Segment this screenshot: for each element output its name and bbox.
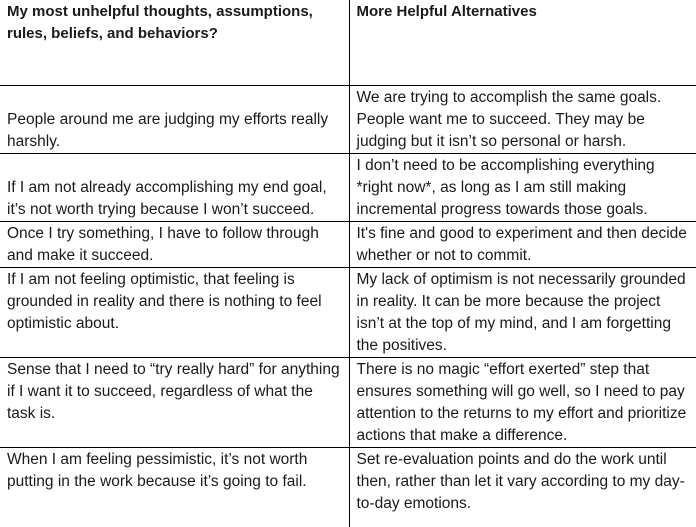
header-row — [0, 0, 696, 85]
helpful-alternative-cell: It's fine and good to experiment and then decide whether or not to commit. — [349, 221, 696, 267]
helpful-alternative-cell: We are trying to accomplish the same goals. People want me to succeed. They may be judging but it isn’t so personal or harsh. — [349, 85, 696, 153]
helpful-alternative-cell: Set re-evaluation points and do the work until then, rather than let it vary according to my day-to-day emotions. — [349, 447, 696, 527]
unhelpful-thought-cell: Sense that I need to “try really hard” for anything if I want it to succeed, regardless of what the task is. — [0, 357, 349, 447]
unhelpful-thought-cell: If I am not already accomplishing my end goal, it’s not worth trying because I won’t succeed. — [0, 153, 349, 221]
helpful-alternative-cell: My lack of optimism is not necessarily grounded in reality. It can be more because the project isn’t at the top of my mind, and I am forgetting the positives. — [349, 267, 696, 357]
unhelpful-thought-cell: People around me are judging my efforts really harshly. — [0, 85, 349, 153]
unhelpful-thought-cell: When I am feeling pessimistic, it’s not worth putting in the work because it’s going to fail. — [0, 447, 349, 527]
table-row — [0, 447, 696, 527]
table-row — [0, 221, 696, 267]
unhelpful-thought-cell: If I am not feeling optimistic, that feeling is grounded in reality and there is nothing to feel optimistic about. — [0, 267, 349, 357]
helpful-alternative-cell: There is no magic “effort exerted” step that ensures something will go well, so I need to pay attention to the returns to my effort and prioritize actions that make a difference. — [349, 357, 696, 447]
table-row — [0, 267, 696, 357]
table-row — [0, 357, 696, 447]
unhelpful-thought-cell: Once I try something, I have to follow through and make it succeed. — [0, 221, 349, 267]
table-row — [0, 153, 696, 221]
header-unhelpful-thoughts: My most unhelpful thoughts, assumptions, rules, beliefs, and behaviors? — [0, 0, 349, 85]
helpful-alternative-cell: I don’t need to be accomplishing everything *right now*, as long as I am still making incremental progress towards those goals. — [349, 153, 696, 221]
header-helpful-alternatives: More Helpful Alternatives — [349, 0, 696, 85]
table-row — [0, 85, 696, 153]
